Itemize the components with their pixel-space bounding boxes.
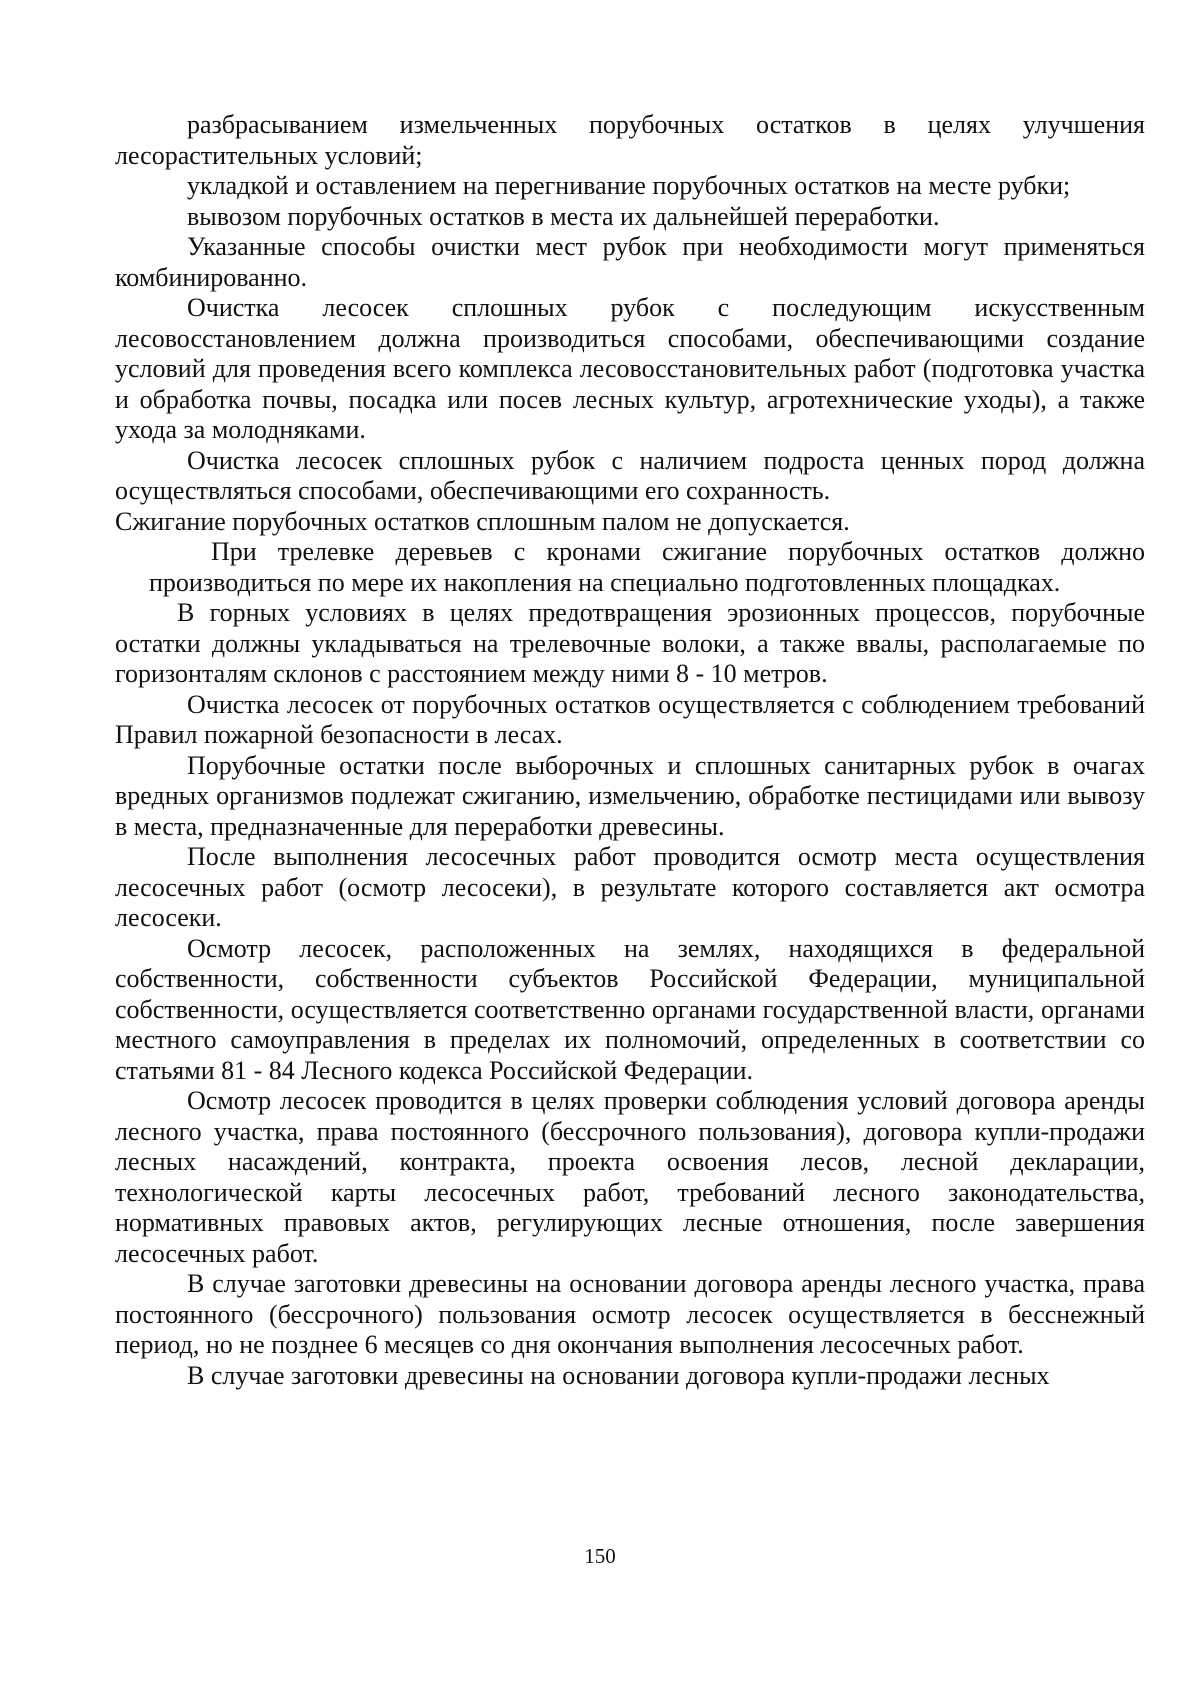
paragraph: Очистка лесосек от порубочных остатков осуществляется с соблюдением требований Правил пожарной безопасности в лесах. — [115, 689, 1145, 749]
paragraph: После выполнения лесосечных работ проводится осмотр места осуществления лесосечных работ (осмотр лесосеки), в результате которого составляется акт осмотра лесосеки. — [115, 842, 1145, 932]
paragraph: вывозом порубочных остатков в места их дальнейшей переработки. — [187, 201, 940, 231]
paragraph: Очистка лесосек сплошных рубок с последующим искусственным лесовосстановлением должна производиться способами, обеспечивающими создание условий для проведения всего комплекса лесовосстановительных работ (подготовка участка и обработка почвы, посадка или посев лесных культур, агротехнические уходы), а также ухода за молодняками. — [115, 293, 1145, 444]
paragraph: При трелевке деревьев с кронами сжигание порубочных остатков должно производиться по мере их накопления на специально подготовленных площадках. — [149, 537, 1145, 597]
body-text — [115, 110, 1145, 1391]
paragraph: укладкой и оставлением на перегнивание порубочных остатков на месте рубки; — [187, 171, 1071, 200]
paragraph: Сжигание порубочных остатков сплошным палом не допускается. — [115, 506, 850, 536]
paragraph: Осмотр лесосек проводится в целях проверки соблюдения условий договора аренды лесного участка, права постоянного (бессрочного пользования), договора купли-продажи лесных насаждений, контракта, проекта освоения лесов, лесной декларации, технологической карты лесосечных работ, требований лесного законодательства, нормативных правовых актов, регулирующих лесные отношения, после завершения лесосечных работ. — [115, 1086, 1145, 1268]
paragraph: Указанные способы очистки мест рубок при необходимости могут применяться комбинированно. — [115, 232, 1145, 292]
paragraph: В случае заготовки древесины на основании договора аренды лесного участка, права постоянного (бессрочного) пользования осмотр лесосек осуществляется в бесснежный период, но не позднее 6 месяцев со дня окончания выполнения лесосечных работ. — [115, 1269, 1145, 1359]
paragraph: В случае заготовки древесины на основании договора купли-продажи лесных — [187, 1360, 1050, 1390]
page-number: 150 — [584, 1544, 616, 1568]
paragraph: Очистка лесосек сплошных рубок с наличием подроста ценных пород должна осуществляться способами, обеспечивающими его сохранность. — [115, 445, 1145, 505]
paragraph: В горных условиях в целях предотвращения эрозионных процессов, порубочные остатки должны укладываться на трелевочные волоки, а также ввалы, располагаемые по горизонталям склонов с расстоянием между ними 8 - 10 метров. — [115, 598, 1145, 688]
paragraph: Осмотр лесосек, расположенных на землях, находящихся в федеральной собственности, собственности субъектов Российской Федерации, муниципальной собственности, осуществляется соответственно органами государственной власти, органами местного самоуправления в пределах их полномочий, определенных в соответствии со статьями 81 - 84 Лесного кодекса Российской Федерации. — [115, 933, 1145, 1085]
paragraph: разбрасыванием измельченных порубочных остатков в целях улучшения лесорастительных условий; — [115, 110, 1145, 170]
paragraph: Порубочные остатки после выборочных и сплошных санитарных рубок в очагах вредных организмов подлежат сжиганию, измельчению, обработке пестицидами или вывозу в места, предназначенные для переработки древесины. — [115, 750, 1145, 841]
